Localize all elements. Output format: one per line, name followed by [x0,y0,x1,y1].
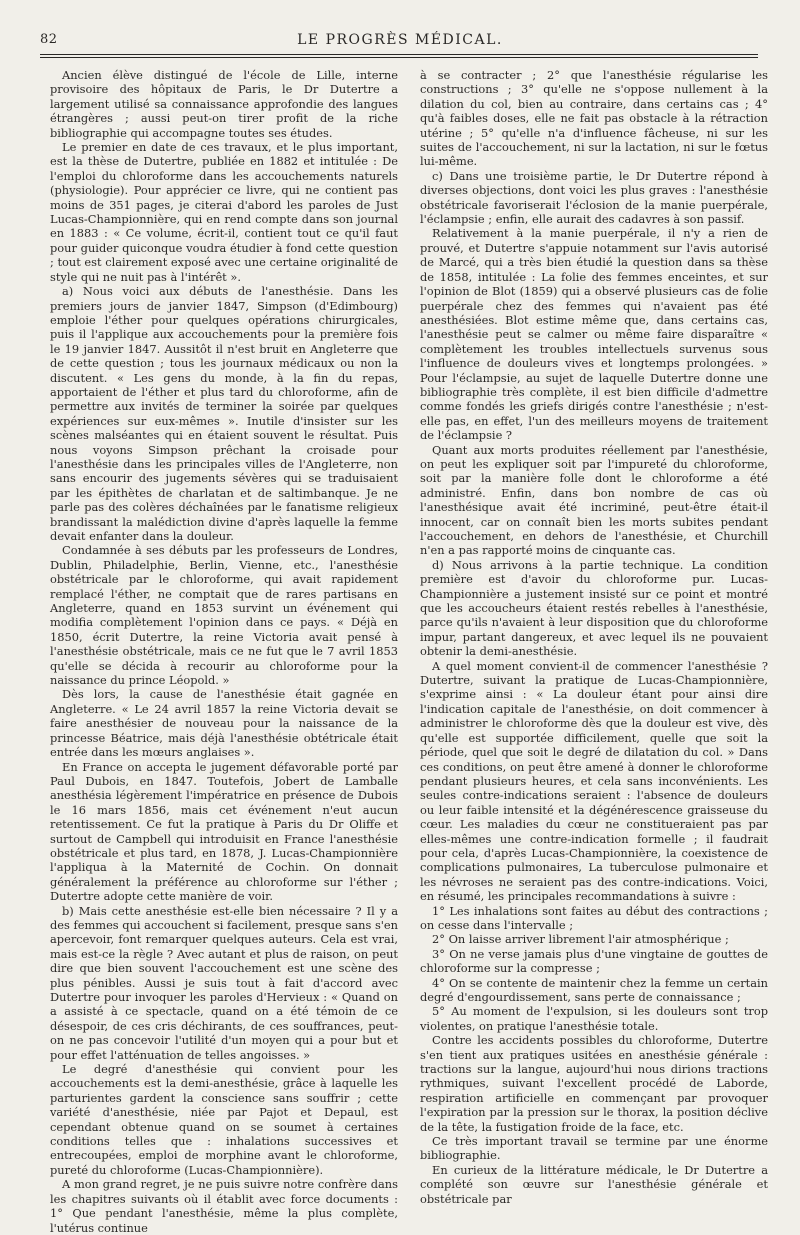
paragraph: Dès lors, la cause de l'anesthésie était gagnée en Angleterre. « Le 24 avril 1857 la reine Victoria devait se faire anesthésier de nouveau pour la naissance de la princesse Béatrice, mais déjà l'anesthésie obtétricale était entrée dans les mœurs anglaises ». [50,687,398,760]
paragraph: Le premier en date de ces travaux, et le plus important, est la thèse de Dutertre, publiée en 1882 et intitulée : De l'emploi du chloroforme dans les accouchements naturels (physiologie). Pour apprécier ce livre, qui ne contient pas moins de 351 pages, je citerai d'abord les paroles de Just Lucas-Championnière, qui en rend compte dans son journal en 1883 : « Ce volume, écrit-il, contient tout ce qu'il faut pour guider quiconque voudra étudier à fond cette question ; tout est clairement exposé avec une certaine originalité de style qui ne nuit pas à l'intérêt ». [50,140,398,284]
paragraph: Le degré d'anesthésie qui convient pour les accouchements est la demi-anesthésie, grâce à laquelle les parturientes gardent la conscience sans souffrir ; cette variété d'anesthésie, niée par Pajot et Depaul, est cependant obtenue quand on se soumet à certaines conditions telles que : inhalations successives et entrecoupées, emploi de morphine avant le chloroforme, pureté du chloroforme (Lucas-Championnière). [50,1062,398,1177]
paragraph: Quant aux morts produites réellement par l'anesthésie, on peut les expliquer soit par l'impureté du chloroforme, soit par la manière folle dont le chloroforme a été administré. Enfin, dans bon nombre de cas où l'anesthésique avait été incriminé, peut-être était-il innocent, car on connaît bien les morts subites pendant l'accouchement, en dehors de l'anesthésie, et Churchill n'en a pas rapporté moins de cinquante cas. [420,442,768,558]
header-rule-bottom [40,57,758,58]
page-header [40,30,760,52]
paragraph: A mon grand regret, je ne puis suivre notre confrère dans les chapitres suivants où il établit avec force documents : 1° Que pendant l'anesthésie, même la plus complète, l'utérus continue [50,1177,398,1235]
paragraph: 3° On ne verse jamais plus d'une vingtaine de gouttes de chloroforme sur la compresse ; [420,946,768,976]
paragraph: 4° On se contente de maintenir chez la femme un certain degré d'engourdissement, sans perte de connaissance ; [420,975,768,1004]
paragraph: 2° On laisse arriver librement l'air atmosphérique ; [432,932,729,947]
journal-title: LE PROGRÈS MÉDICAL. [297,32,503,48]
paragraph: d) Nous arrivons à la partie technique. La condition première est d'avoir du chloroforme pur. Lucas-Championnière a justement insisté sur ce point et montré que les accoucheurs étaient restés rebelles à l'anesthésie, parce qu'ils n'avaient à leur disposition que du chloroforme impur, partant dangereux, et avec lequel ils ne pouvaient obtenir la demi-anesthésie. [420,557,768,659]
left-column [50,68,398,1235]
paragraph: c) Dans une troisième partie, le Dr Dutertre répond à diverses objections, dont voici les plus graves : l'anesthésie obstétricale favoriserait l'éclosion de la manie puerpérale, l'éclampsie ; enfin, elle aurait des cadavres à son passif. [420,168,768,227]
paragraph: Ancien élève distingué de l'école de Lille, interne provisoire des hôpitaux de Paris, le Dr Dutertre a largement utilisé sa connaissance approfondie des langues étrangères ; aussi peut-on tirer profit de la riche bibliographie qui accompagne toutes ses études. [50,68,398,140]
paragraph: 5° Au moment de l'expulsion, si les douleurs sont trop violentes, on pratique l'anesthésie totale. [420,1004,768,1033]
header-rule-top [40,54,758,55]
paragraph: à se contracter ; 2° que l'anesthésie régularise les constructions ; 3° qu'elle ne s'oppose nullement à la dilation du col, bien au contraire, dans certains cas ; 4° qu'à faibles doses, elle ne fait pas obstacle à la rétraction utérine ; 5° qu'elle n'a d'influence fâcheuse, ni sur les suites de l'accouchement, ni sur la lactation, ni sur le fœtus lui-même. [420,68,768,169]
page-number: 82 [40,32,58,47]
paragraph: Relativement à la manie puerpérale, il n'y a rien de prouvé, et Dutertre s'appuie notamment sur l'avis autorisé de Marcé, qui a très bien étudié la question dans sa thèse de 1858, intitulée : La folie des femmes enceintes, et sur l'opinion de Blot (1859) qui a observé plusieurs cas de folie puerpérale chez des femmes qui n'avaient pas été anesthésiées. Blot estime même que, dans certains cas, l'anesthésie peut se calmer ou même faire disparaître « complètement les troubles intellectuels survenus sous l'influence de douleurs vives et longtemps prolongées. » Pour l'éclampsie, au sujet de laquelle Dutertre donne une bibliographie très complète, il est bien difficile d'admettre comme fondés les griefs dirigés contre l'anesthésie ; n'est-elle pas, en effet, l'un des meilleurs moyens de traitement de l'éclampsie ? [420,226,768,443]
paragraph: En France on accepta le jugement défavorable porté par Paul Dubois, en 1847. Toutefois, Jobert de Lamballe anesthésia légèrement l'impératrice en présence de Dubois le 16 mars 1856, mais cet événement n'eut aucun retentissement. Ce fut la pratique à Paris du Dr Oliffe et surtout de Campbell qui introduisit en France l'anesthésie obstétricale et plus tard, en 1878, J. Lucas-Championnière l'appliqua à la Maternité de Cochin. On donnait généralement la préférence au chloroforme sur l'éther ; Dutertre adopte cette manière de voir. [50,759,398,904]
paragraph: A quel moment convient-il de commencer l'anesthésie ? Dutertre, suivant la pratique de Lucas-Championnière, s'exprime ainsi : « La douleur étant pour ainsi dire l'indication capitale de l'anesthésie, on doit commencer à administrer le chloroforme dès que la douleur est vive, dès qu'elle est supportée difficilement, quelle que soit la période, quel que soit le degré de dilatation du col. » Dans ces conditions, on peut être amené à donner le chloroforme pendant plusieurs heures, et cela sans inconvénients. Les seules contre-indications seraient : l'absence de douleurs ou leur faible intensité et la dégénérescence graisseuse du cœur. Les maladies du cœur ne constitueraient pas par elles-mêmes une contre-indication formelle ; il faudrait pour cela, d'après Lucas-Championnière, la coexistence de complications pulmonaires, La tuberculose pulmonaire et les névroses ne seraient pas des contre-indications. Voici, en résumé, les principales recommandations à suivre : [420,658,768,904]
paragraph: a) Nous voici aux débuts de l'anesthésie. Dans les premiers jours de janvier 1847, Simpson (d'Edimbourg) emploie l'éther pour quelques opérations chirurgicales, puis il l'applique aux accouchements pour la première fois le 19 janvier 1847. Aussitôt il n'est bruit en Angleterre que de cette question ; tous les journaux médicaux ou non la discutent. « Les gens du monde, à la fin du repas, apportaient de l'éther et plus tard du chloroforme, afin de permettre aux invités de terminer la soirée par quelques expériences sur eux-mêmes ». Inutile d'insister sur les scènes malséantes qui en étaient souvent le résultat. Puis nous voyons Simpson prêchant la croisade pour l'anesthésie dans les principales villes de l'Angleterre, non sans encourir des jugements sévères qui se traduisaient par les épithètes de charlatan et de saltimbanque. Je ne parle pas des colères déchaînées par le fanatisme religieux brandissant la malédiction divine d'après laquelle la femme devait enfanter dans la douleur. [50,284,398,543]
paragraph: Contre les accidents possibles du chloroforme, Dutertre s'en tient aux pratiques usitées en anesthésie générale : tractions sur la langue, aujourd'hui nous dirions tractions rythmiques, suivant l'excellent procédé de Laborde, respiration artificielle en commençant par provoquer l'expiration par la pression sur le thorax, la position déclive de la tête, la fustigation froide de la face, etc. [420,1033,768,1134]
paragraph: Condamnée à ses débuts par les professeurs de Londres, Dublin, Philadelphie, Berlin, Vienne, etc., l'anesthésie obstétricale par le chloroforme, qui avait rapidement remplacé l'éther, ne comptait que de rares partisans en Angleterre, quand en 1853 survint un événement qui modifia complètement l'opinion dans ce pays. « Déjà en 1850, écrit Dutertre, la reine Victoria avait pensé à l'anesthésie obstétricale, mais ce ne fut que le 7 avril 1853 qu'elle se décida à recourir au chloroforme pour la naissance du prince Léopold. » [50,543,398,688]
paragraph: En curieux de la littérature médicale, le Dr Dutertre a complété son œuvre sur l'anesthésie générale et obstétricale par [420,1162,768,1206]
paragraph: Ce très important travail se termine par une énorme bibliographie. [420,1134,768,1163]
right-column [420,68,768,1206]
paragraph: b) Mais cette anesthésie est-elle bien nécessaire ? Il y a des femmes qui accouchent si facilement, presque sans s'en apercevoir, font remarquer quelques auteurs. Cela est vrai, mais est-ce la règle ? Avec autant et plus de raison, on peut dire que bien souvent l'accouchement est une scène des plus pénibles. Aussi je suis tout à fait d'accord avec Dutertre pour invoquer les paroles d'Hervieux : « Quand on a assisté à ce spectacle, quand on a été témoin de ce désespoir, de ces cris déchirants, de ces souffrances, peut-on ne pas concevoir l'utilité d'un moyen qui a pour but et pour effet l'atténuation de telles angoisses. » [50,903,398,1062]
paragraph: 1° Les inhalations sont faites au début des contractions ; on cesse dans l'intervalle ; [420,903,768,932]
